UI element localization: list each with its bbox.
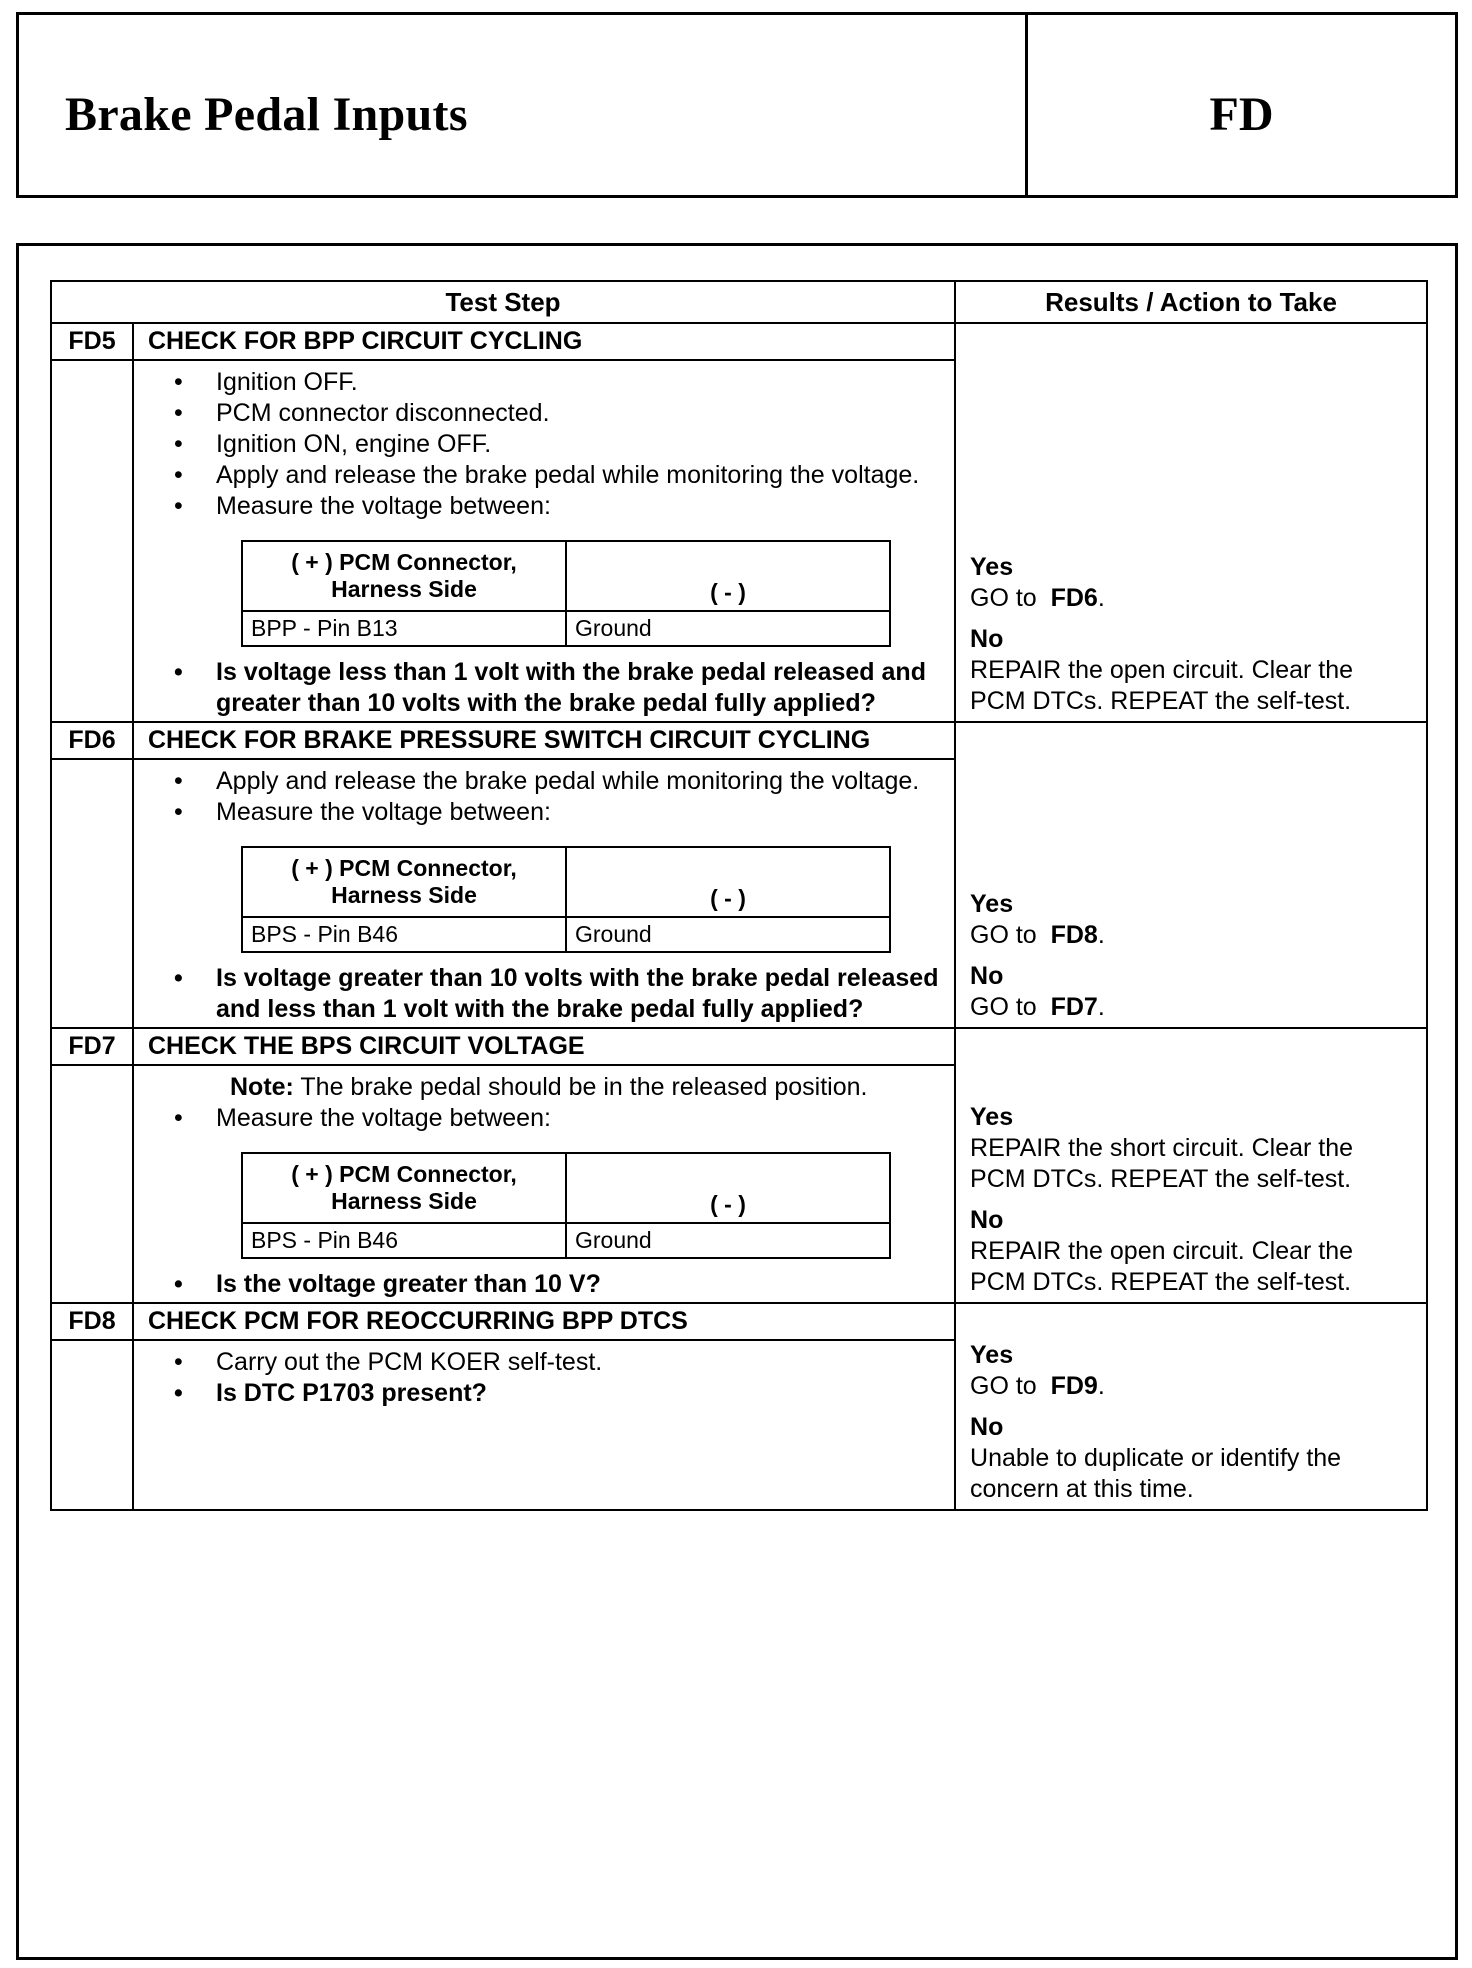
- list-item: • Carry out the PCM KOER self-test.: [174, 1347, 940, 1378]
- step-id: FD7: [51, 1028, 133, 1065]
- yes-action: REPAIR the short circuit. Clear the PCM DTCs. REPEAT the self-test.: [970, 1134, 1354, 1193]
- no-label: No: [970, 1413, 1004, 1441]
- list-item: • PCM connector disconnected.: [174, 398, 940, 429]
- connector-ground: Ground: [566, 1223, 890, 1258]
- step-body: [133, 1340, 955, 1510]
- page-title: Brake Pedal Inputs: [65, 88, 468, 141]
- step-ref: FD6: [1050, 584, 1098, 612]
- step-question: • Is the voltage greater than 10 V?: [174, 1269, 940, 1300]
- section-code: FD: [1209, 88, 1274, 141]
- step-id: FD8: [51, 1303, 133, 1340]
- connector-table: [241, 846, 891, 953]
- no-action: REPAIR the open circuit. Clear the PCM DTCs. REPEAT the self-test.: [970, 656, 1354, 715]
- step-id: FD6: [51, 722, 133, 759]
- connector-pin: BPS - Pin B46: [242, 917, 566, 952]
- connector-negative-header: ( - ): [566, 541, 890, 611]
- list-item: • Measure the voltage between:: [174, 797, 940, 828]
- yes-label: Yes: [970, 890, 1014, 918]
- list-item: • Apply and release the brake pedal while monitoring the voltage.: [174, 460, 940, 491]
- no-action: REPAIR the open circuit. Clear the PCM DTCs. REPEAT the self-test.: [970, 1237, 1354, 1296]
- no-action: GO to FD7.: [970, 993, 1105, 1021]
- step-question: • Is voltage greater than 10 volts with the brake pedal released and less than 1 volt with the brake pedal fully applied?: [174, 963, 940, 1025]
- connector-table: [241, 1152, 891, 1259]
- step-result: [955, 1303, 1427, 1510]
- connector-positive-header: ( + ) PCM Connector, Harness Side: [242, 847, 566, 917]
- table-header-row: [51, 281, 1427, 323]
- step-title: CHECK THE BPS CIRCUIT VOLTAGE: [133, 1028, 955, 1065]
- connector-positive-header: ( + ) PCM Connector, Harness Side: [242, 1153, 566, 1223]
- yes-label: Yes: [970, 1341, 1014, 1369]
- test-step-table: [50, 280, 1428, 1511]
- step-title: CHECK FOR BPP CIRCUIT CYCLING: [133, 323, 955, 360]
- step-ref: FD9: [1050, 1372, 1098, 1400]
- connector-negative-header: ( - ): [566, 847, 890, 917]
- list-item: • Measure the voltage between:: [174, 1103, 940, 1134]
- connector-pin: BPS - Pin B46: [242, 1223, 566, 1258]
- step-title: CHECK FOR BRAKE PRESSURE SWITCH CIRCUIT CYCLING: [133, 722, 955, 759]
- list-item: • Ignition ON, engine OFF.: [174, 429, 940, 460]
- step-question: • Is voltage less than 1 volt with the brake pedal released and greater than 10 volts with the brake pedal fully applied?: [174, 657, 940, 719]
- step-body: [133, 759, 955, 1028]
- connector-table: [241, 540, 891, 647]
- list-item: • Measure the voltage between:: [174, 491, 940, 522]
- step-title: CHECK PCM FOR REOCCURRING BPP DTCS: [133, 1303, 955, 1340]
- step-body: [133, 1065, 955, 1303]
- step-result: [955, 1028, 1427, 1303]
- no-label: No: [970, 625, 1004, 653]
- step-fd8-title-row: [51, 1303, 1427, 1340]
- step-ref: FD8: [1050, 921, 1098, 949]
- connector-ground: Ground: [566, 917, 890, 952]
- connector-negative-header: ( - ): [566, 1153, 890, 1223]
- step-result: [955, 323, 1427, 722]
- page-header: [16, 12, 1458, 198]
- yes-action: GO to FD9.: [970, 1372, 1105, 1400]
- yes-action: GO to FD6.: [970, 584, 1105, 612]
- connector-pin: BPP - Pin B13: [242, 611, 566, 646]
- step-ref: FD7: [1050, 993, 1098, 1021]
- note-label: Note:: [230, 1073, 294, 1101]
- no-action: Unable to duplicate or identify the concern at this time.: [970, 1444, 1342, 1503]
- yes-label: Yes: [970, 1103, 1014, 1131]
- connector-positive-header: ( + ) PCM Connector, Harness Side: [242, 541, 566, 611]
- no-label: No: [970, 962, 1004, 990]
- step-fd7-title-row: [51, 1028, 1427, 1065]
- test-step-header: Test Step: [51, 281, 955, 323]
- list-item: • Ignition OFF.: [174, 367, 940, 398]
- yes-label: Yes: [970, 553, 1014, 581]
- step-question: • Is DTC P1703 present?: [174, 1378, 940, 1409]
- connector-ground: Ground: [566, 611, 890, 646]
- no-label: No: [970, 1206, 1004, 1234]
- step-fd6-title-row: [51, 722, 1427, 759]
- step-fd5-title-row: [51, 323, 1427, 360]
- results-header: Results / Action to Take: [955, 281, 1427, 323]
- yes-action: GO to FD8.: [970, 921, 1105, 949]
- step-result: [955, 722, 1427, 1028]
- list-item: • Apply and release the brake pedal while monitoring the voltage.: [174, 766, 940, 797]
- step-id: FD5: [51, 323, 133, 360]
- note-text: The brake pedal should be in the released position.: [300, 1073, 868, 1101]
- step-body: [133, 360, 955, 722]
- step-note: [134, 1072, 940, 1103]
